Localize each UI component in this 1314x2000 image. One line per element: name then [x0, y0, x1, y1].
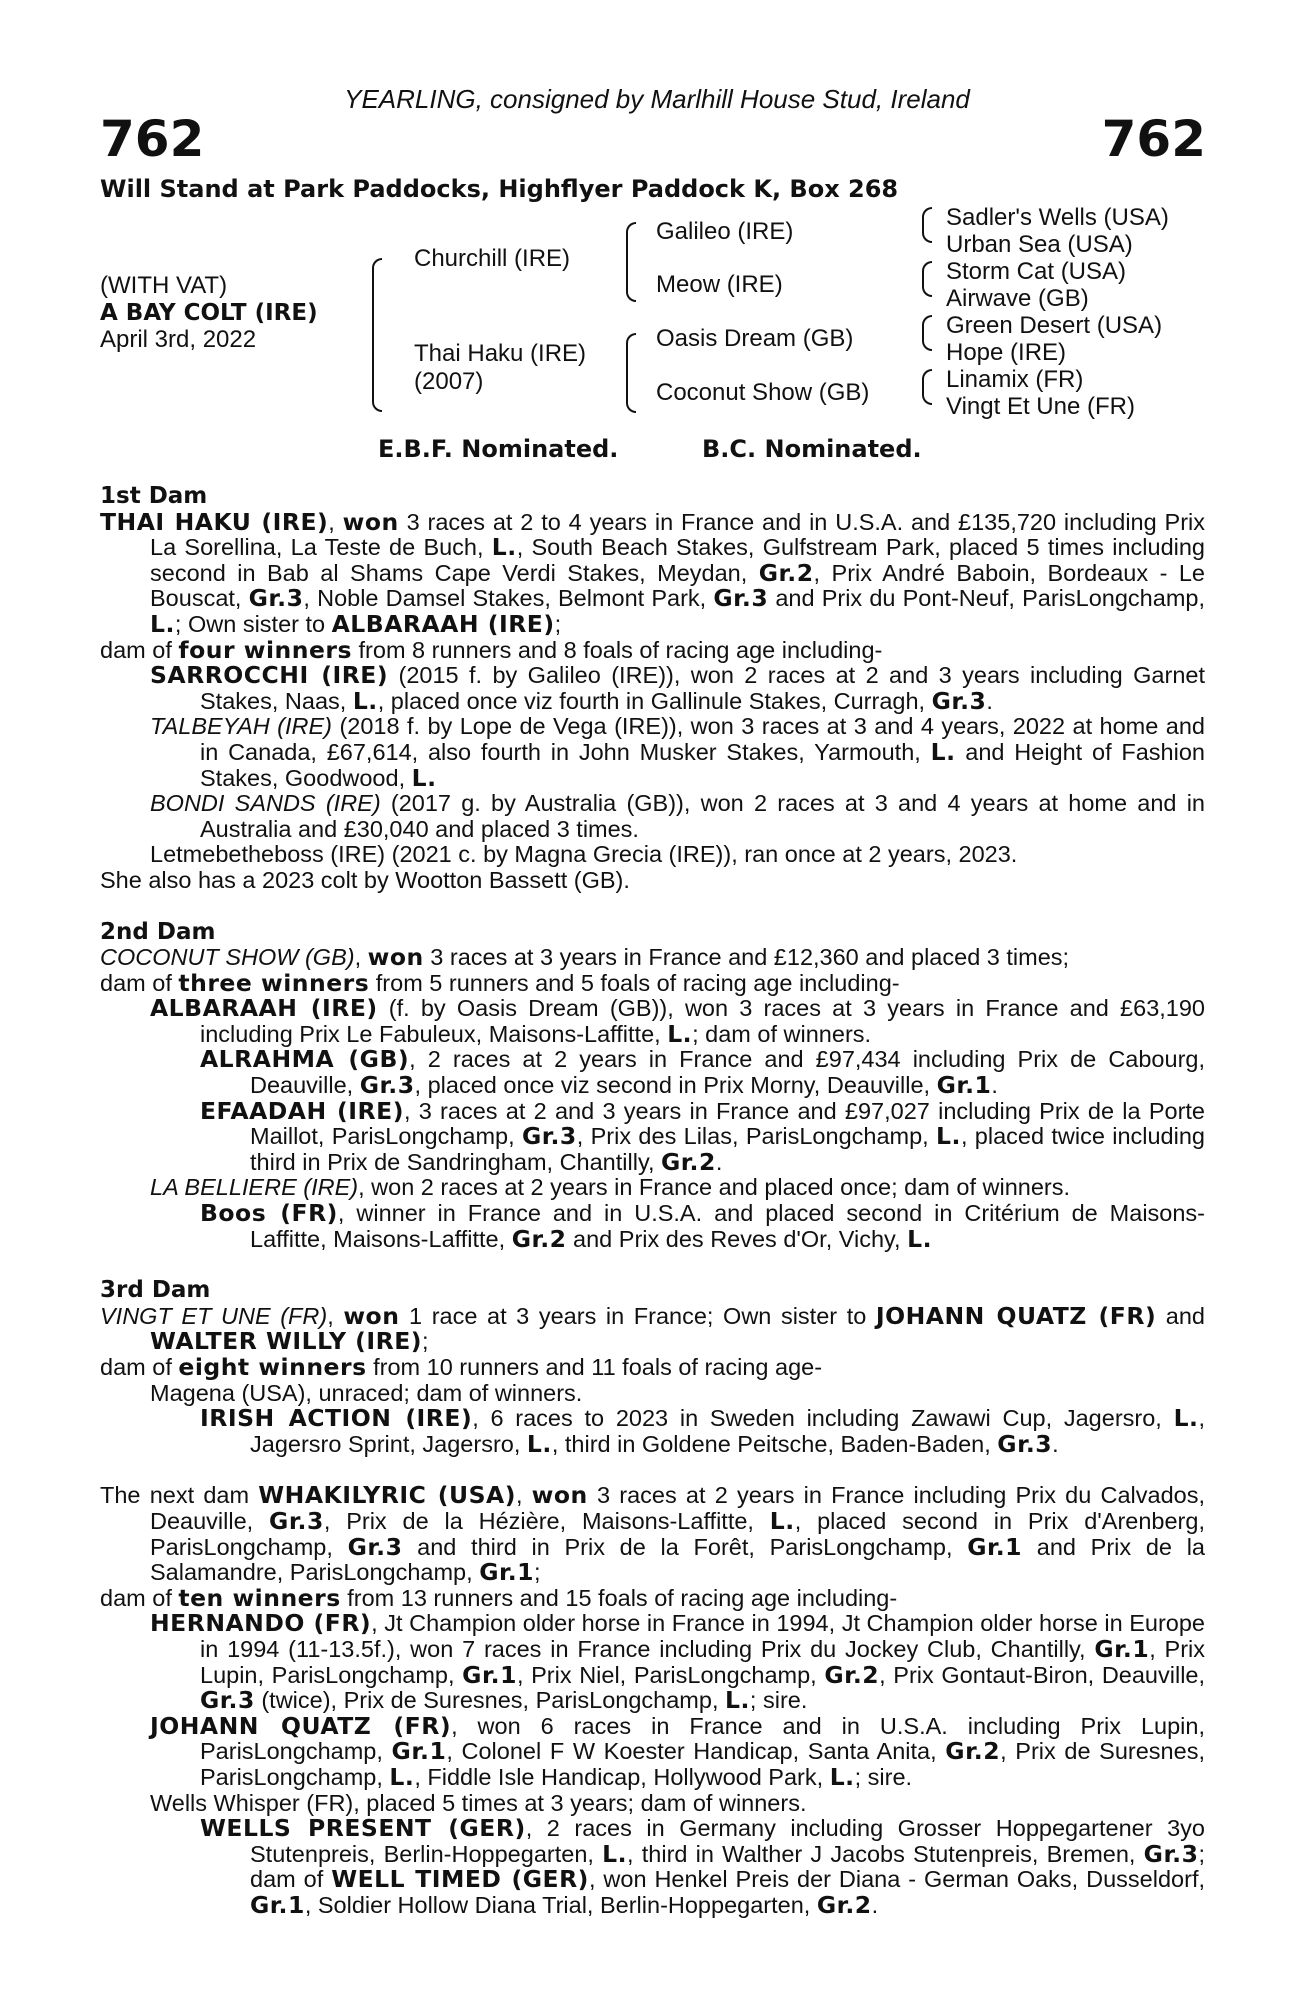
- text-run: , placed once viz second in Prix Morny, Deauville,: [414, 1072, 937, 1099]
- bold-text: L.: [491, 533, 517, 562]
- dam-year: (2007): [414, 368, 484, 395]
- consignor-subtitle: YEARLING, consigned by Marlhill House Stud, Ireland: [344, 84, 970, 114]
- grandparent-6: Hope (IRE): [946, 339, 1067, 366]
- bold-text: ALBARAAH (IRE): [331, 609, 555, 638]
- text-run: .: [991, 1072, 998, 1099]
- produce-sarrocchi: [150, 663, 1205, 714]
- bold-text: Gr.3: [931, 686, 987, 715]
- first-dam-produce-line: [100, 635, 1205, 664]
- bold-text: four winners: [178, 635, 352, 664]
- text-run: .: [1052, 1430, 1059, 1457]
- bold-text: L.: [907, 1224, 933, 1253]
- bold-text: Gr.2: [816, 1890, 872, 1919]
- text-run: and Prix des Reves d'Or, Vichy,: [566, 1225, 908, 1252]
- text-run: .: [715, 1148, 723, 1175]
- text-run: , Jt Champion older horse in France in 1994, Jt Champion older horse in Europe in 1994 (11-13.5f.), won 7 races in France including Prix du Jockey Club, Chantilly,: [200, 1610, 1205, 1662]
- text-run: .: [986, 687, 993, 714]
- bold-text: Gr.2: [824, 1660, 880, 1689]
- text-run: Magena (USA), unraced; dam of winners.: [150, 1379, 583, 1406]
- grandparent-8: Vingt Et Une (FR): [946, 393, 1135, 420]
- first-dam-note: [100, 868, 1205, 894]
- text-run: , Prix Lupin, ParisLongchamp,: [200, 1635, 1205, 1688]
- text-run: The next dam: [100, 1482, 259, 1509]
- text-run: , third in Goldene Peitsche, Baden-Baden,: [551, 1430, 998, 1457]
- brace-g3: [922, 315, 932, 351]
- produce-boos: [200, 1201, 1205, 1252]
- horse-name: A BAY COLT (IRE): [100, 300, 318, 326]
- grandparent-7: Linamix (FR): [946, 366, 1084, 393]
- brace-dam: [626, 333, 636, 413]
- bold-text: L.: [602, 1839, 628, 1868]
- produce-efaadah: [200, 1096, 1205, 1176]
- produce-johann-quatz: [150, 1711, 1206, 1791]
- bold-text: ALRAHMA (GB): [200, 1045, 410, 1074]
- text-run: , 6 races to 2023 in Sweden including Zawawi Cup, Jagersro,: [472, 1405, 1174, 1432]
- bold-text: WELL TIMED (GER): [331, 1865, 589, 1894]
- next-dam-summary: [100, 1483, 1205, 1585]
- text-run: 3 races at 3 years in France and £12,360 and placed 3 times;: [423, 944, 1070, 971]
- bold-text: L.: [411, 763, 437, 792]
- brace-sire: [626, 222, 636, 302]
- text-run: ;: [534, 1559, 541, 1586]
- text-run: ,: [328, 508, 343, 535]
- text-run: , Noble Damsel Stakes, Belmont Park,: [303, 585, 714, 612]
- bold-text: Gr.3: [359, 1071, 415, 1100]
- bold-text: Gr.1: [936, 1071, 992, 1100]
- second-dam-summary: [100, 945, 1205, 971]
- brace-1: [372, 258, 382, 412]
- text-run: from 13 runners and 15 foals of racing age including-: [340, 1584, 898, 1611]
- produce-magena: [150, 1381, 1205, 1407]
- produce-alrahma: [200, 1047, 1205, 1098]
- bold-text: won: [531, 1481, 588, 1510]
- text-run: , Jagersro Sprint, Jagersro,: [250, 1405, 1205, 1457]
- brace-g4: [922, 369, 932, 405]
- bold-text: L.: [769, 1506, 795, 1535]
- text-run: , Fiddle Isle Handicap, Hollywood Park,: [414, 1763, 830, 1790]
- dam-dam: Coconut Show (GB): [656, 379, 870, 406]
- bold-text: L.: [667, 1019, 693, 1048]
- bold-text: L.: [829, 1762, 855, 1791]
- italic-text: TALBEYAH (IRE): [150, 713, 332, 740]
- text-run: and Prix du Pont-Neuf, ParisLongchamp,: [768, 585, 1205, 612]
- lot-number-left: 762: [100, 110, 205, 168]
- first-dam-heading: 1st Dam: [100, 483, 208, 509]
- next-dam-produce-line: [100, 1583, 1205, 1612]
- brace-g1: [922, 207, 932, 243]
- first-dam-summary: [100, 507, 1205, 638]
- grandparent-4: Airwave (GB): [946, 285, 1089, 312]
- italic-text: COCONUT SHOW (GB): [100, 944, 355, 971]
- sire-dam: Meow (IRE): [656, 271, 783, 298]
- bold-text: won: [342, 507, 399, 536]
- grandparent-3: Storm Cat (USA): [946, 258, 1127, 285]
- text-run: (f. by Oasis Dream (GB)), won 3 races at 3 years in France and £63,190 including Prix Le Fabuleux, Maisons-Laffitte,: [200, 995, 1205, 1047]
- bold-text: WELLS PRESENT (GER): [200, 1814, 526, 1843]
- text-run: ,: [327, 1302, 344, 1329]
- bold-text: L.: [352, 686, 378, 715]
- bold-text: Gr.1: [250, 1890, 305, 1919]
- italic-text: VINGT ET UNE (FR): [100, 1302, 328, 1329]
- third-dam-section: [100, 1278, 1205, 1457]
- second-dam-section: [100, 920, 1205, 1253]
- text-run: She also has a 2023 colt by Wootton Bassett (GB).: [100, 866, 630, 893]
- produce-bondi-sands: [150, 791, 1205, 842]
- vat-note: (WITH VAT): [100, 272, 228, 299]
- bold-text: Gr.3: [1143, 1839, 1199, 1868]
- produce-albaraah: [150, 996, 1205, 1047]
- text-run: and third in Prix de la Forêt, ParisLongchamp,: [402, 1533, 968, 1560]
- text-run: , South Beach Stakes, Gulfstream Park, placed 5 times including second in Bab al Shams Cape Verdi Stakes, Meydan,: [150, 534, 1205, 586]
- bold-text: Gr.2: [661, 1147, 716, 1176]
- text-run: dam of: [100, 636, 179, 663]
- bold-text: Gr.2: [511, 1224, 567, 1253]
- bold-text: Gr.2: [945, 1737, 1001, 1766]
- text-run: , Soldier Hollow Diana Trial, Berlin-Hoppegarten,: [304, 1891, 817, 1918]
- bold-text: Gr.3: [269, 1506, 324, 1535]
- text-run: ; sire.: [854, 1763, 913, 1790]
- text-run: , 3 races at 2 and 3 years in France and £97,027 including Prix de la Porte Maillot, ParisLongchamp,: [250, 1097, 1205, 1150]
- text-run: ,: [354, 944, 368, 971]
- bold-text: Gr.3: [347, 1532, 403, 1561]
- text-run: , third in Walther J Jacobs Stutenpreis, Bremen,: [627, 1840, 1144, 1867]
- bold-text: L.: [526, 1429, 552, 1458]
- text-run: from 10 runners and 11 foals of racing age-: [366, 1354, 823, 1380]
- text-run: 3 races at 2 to 4 years in France and in U.S.A. and £135,720 including Prix La Sorellina, La Teste de Buch,: [150, 508, 1205, 561]
- bold-text: HERNANDO (FR): [150, 1609, 372, 1638]
- bold-text: L.: [150, 609, 175, 638]
- bold-text: Gr.1: [479, 1558, 534, 1587]
- bold-text: L.: [725, 1686, 750, 1715]
- brace-g2: [922, 261, 932, 297]
- produce-letmebetheboss: [150, 842, 1205, 868]
- bold-text: won: [343, 1301, 400, 1330]
- bold-text: Gr.1: [1094, 1634, 1150, 1663]
- grandparent-2: Urban Sea (USA): [946, 231, 1133, 258]
- third-dam-summary: [100, 1301, 1205, 1356]
- bold-text: Gr.1: [391, 1737, 447, 1766]
- text-run: (2018 f. by Lope de Vega (IRE)), won 3 races at 3 and 4 years, 2022 at home and in Canada, £67,614, also fourth in John Musker Stakes, Yarmouth,: [200, 713, 1205, 765]
- text-run: , Colonel F W Koester Handicap, Santa Anita,: [446, 1738, 946, 1765]
- text-run: ; dam of: [250, 1840, 1205, 1893]
- text-run: ,: [515, 1482, 532, 1509]
- text-run: , 2 races in Germany including Grosser Hoppegartener 3yo Stutenpreis, Berlin-Hoppegarten,: [250, 1815, 1205, 1867]
- foaling-date: April 3rd, 2022: [100, 326, 257, 353]
- text-run: ;: [422, 1328, 429, 1355]
- text-run: Letmebetheboss (IRE) (2021 c. by Magna Grecia (IRE)), ran once at 2 years, 2023.: [150, 841, 1018, 868]
- first-dam-section: [100, 484, 1205, 894]
- bold-text: Gr.1: [967, 1532, 1023, 1561]
- ebf-nomination: E.B.F. Nominated.: [378, 435, 619, 463]
- bold-text: WHAKILYRIC (USA): [258, 1481, 516, 1510]
- produce-talbeyah: [150, 714, 1205, 791]
- text-run: (2017 g. by Australia (GB)), won 2 races at 3 and 4 years at home and in Australia and £30,040 and placed 3 times.: [200, 790, 1206, 842]
- third-dam-produce-line: [100, 1355, 1205, 1381]
- dam-sire: Oasis Dream (GB): [656, 325, 854, 352]
- text-run: and Height of Fashion Stakes, Goodwood,: [200, 738, 1205, 791]
- bold-text: Gr.3: [521, 1122, 577, 1151]
- produce-wells-present: [200, 1816, 1205, 1918]
- bold-text: Gr.1: [462, 1660, 517, 1689]
- bold-text: Gr.3: [200, 1686, 255, 1715]
- text-run: (2015 f. by Galileo (IRE)), won 2 races at 2 and 3 years including Garnet Stakes, Naas,: [200, 662, 1205, 714]
- text-run: from 8 runners and 8 foals of racing age including-: [352, 636, 883, 663]
- bold-text: Gr.3: [997, 1429, 1053, 1458]
- text-run: ; sire.: [749, 1687, 808, 1714]
- text-run: and Prix de la Salamandre, ParisLongchamp,: [150, 1533, 1205, 1586]
- text-run: ;: [554, 610, 562, 637]
- bold-text: JOHANN QUATZ (FR): [875, 1301, 1157, 1330]
- bold-text: Boos (FR): [200, 1199, 338, 1228]
- italic-text: BONDI SANDS (IRE): [150, 790, 381, 817]
- bold-text: THAI HAKU (IRE): [100, 507, 329, 536]
- grandparent-5: Green Desert (USA): [946, 312, 1163, 339]
- produce-wells-whisper: [150, 1791, 1205, 1817]
- second-dam-produce-line: [100, 968, 1205, 997]
- text-run: from 5 runners and 5 foals of racing age including-: [369, 969, 900, 996]
- text-run: (twice), Prix de Suresnes, ParisLongchamp,: [254, 1687, 726, 1714]
- produce-la-belliere: [150, 1175, 1205, 1201]
- text-run: ; dam of winners.: [692, 1020, 872, 1047]
- lot-number-right: 762: [1101, 110, 1206, 168]
- text-run: , winner in France and in U.S.A. and placed second in Critérium de Maisons-Laffitte, Maisons-Laffitte,: [250, 1200, 1206, 1252]
- bold-text: IRISH ACTION (IRE): [200, 1404, 473, 1433]
- text-run: , 2 races at 2 years in France and £97,434 including Prix de Cabourg, Deauville,: [250, 1046, 1205, 1099]
- text-run: , Prix des Lilas, ParisLongchamp,: [576, 1123, 937, 1150]
- text-run: dam of: [100, 1354, 179, 1380]
- produce-irish-action: [200, 1406, 1205, 1457]
- text-run: 3 races at 2 years in France including Prix du Calvados, Deauville,: [150, 1482, 1205, 1534]
- bold-text: Gr.3: [713, 584, 769, 613]
- text-run: .: [871, 1891, 879, 1918]
- produce-hernando: [150, 1611, 1205, 1713]
- text-run: , Prix Niel, ParisLongchamp,: [516, 1661, 825, 1688]
- next-dam-section: [100, 1483, 1205, 1918]
- bc-nomination: B.C. Nominated.: [702, 435, 922, 463]
- bold-text: SARROCCHI (IRE): [150, 661, 389, 690]
- bold-text: ALBARAAH (IRE): [150, 994, 378, 1023]
- bold-text: WALTER WILLY (IRE): [150, 1327, 423, 1356]
- bold-text: L.: [936, 1122, 961, 1151]
- text-run: and: [1156, 1302, 1205, 1329]
- italic-text: LA BELLIERE (IRE): [150, 1174, 359, 1201]
- text-run: , won 2 races at 2 years in France and placed once; dam of winners.: [358, 1174, 1071, 1201]
- third-dam-heading: 3rd Dam: [100, 1277, 211, 1304]
- text-run: , won 6 races in France and in U.S.A. including Prix Lupin, ParisLongchamp,: [200, 1712, 1206, 1765]
- grandparent-1: Sadler's Wells (USA): [946, 204, 1169, 231]
- bold-text: Gr.3: [248, 584, 304, 613]
- bold-text: won: [367, 943, 424, 972]
- text-run: , Prix de la Hézière, Maisons-Laffitte,: [323, 1507, 770, 1534]
- bold-text: ten winners: [178, 1583, 341, 1612]
- pedigree-body: [100, 484, 1205, 1918]
- bold-text: L.: [389, 1762, 415, 1791]
- bold-text: JOHANN QUATZ (FR): [150, 1711, 452, 1740]
- text-run: , Prix André Baboin, Bordeaux - Le Bouscat,: [150, 559, 1205, 612]
- text-run: 1 race at 3 years in France; Own sister to: [399, 1302, 876, 1329]
- dam: Thai Haku (IRE): [414, 340, 587, 367]
- text-run: Wells Whisper (FR), placed 5 times at 3 years; dam of winners.: [150, 1789, 807, 1816]
- stand-location: Will Stand at Park Paddocks, Highflyer Paddock K, Box 268: [100, 175, 899, 203]
- bold-text: L.: [930, 737, 956, 766]
- bold-text: L.: [1173, 1404, 1199, 1433]
- text-run: , Prix de Suresnes, ParisLongchamp,: [200, 1738, 1205, 1790]
- text-run: ; Own sister to: [174, 610, 332, 637]
- sire: Churchill (IRE): [414, 245, 571, 272]
- text-run: , placed second in Prix d'Arenberg, ParisLongchamp,: [150, 1507, 1205, 1560]
- bold-text: EFAADAH (IRE): [200, 1096, 404, 1125]
- second-dam-heading: 2nd Dam: [100, 918, 216, 945]
- text-run: , won Henkel Preis der Diana - German Oaks, Dusseldorf,: [588, 1866, 1205, 1893]
- bold-text: three winners: [178, 968, 370, 997]
- sire-sire: Galileo (IRE): [656, 218, 794, 245]
- bold-text: eight winners: [178, 1353, 367, 1381]
- text-run: , Prix Gontaut-Biron, Deauville,: [879, 1661, 1206, 1688]
- text-run: , placed once viz fourth in Gallinule Stakes, Curragh,: [377, 687, 932, 714]
- text-run: dam of: [100, 1584, 179, 1611]
- text-run: dam of: [100, 969, 179, 996]
- bold-text: Gr.2: [758, 558, 814, 587]
- text-run: , placed twice including third in Prix de Sandringham, Chantilly,: [250, 1123, 1205, 1175]
